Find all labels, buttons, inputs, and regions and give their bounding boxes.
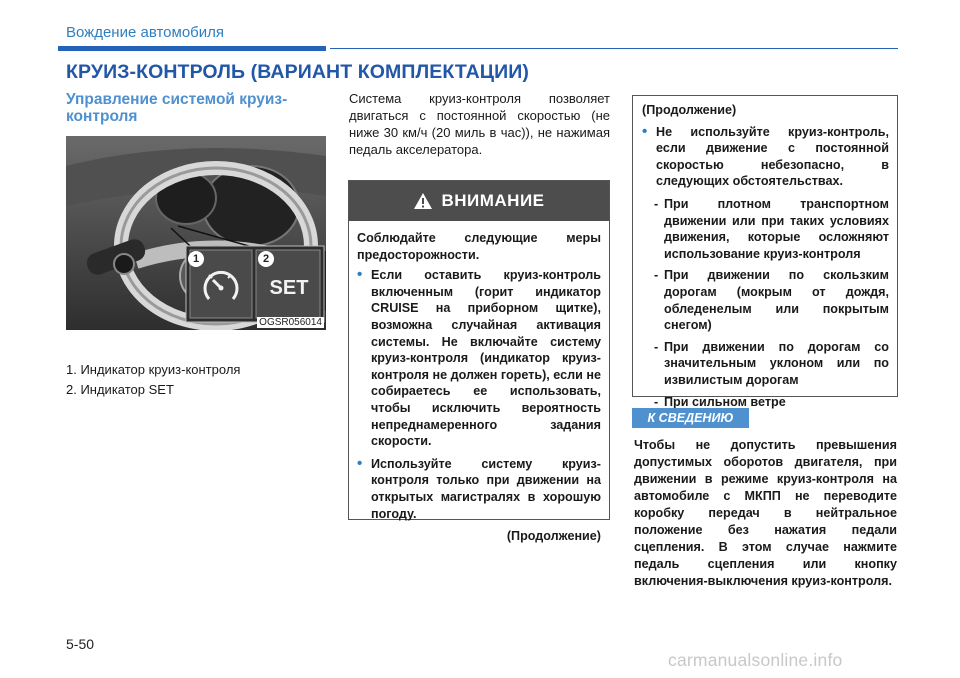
dash-item: - При движении по скользким дорогам (мокрым от дождя, обледенелым или покрытым снегом) [654, 268, 889, 333]
caption-list [66, 360, 326, 400]
warning-heading: ВНИМАНИЕ [441, 191, 545, 210]
info-text: Чтобы не допустить превышения допустимых оборотов двигателя, при движении в режиме круиз-контроля на автомобиле с МКПП не переводите коробку передач в нейтральное положение без нажатия педали сцепления. В этом случае нажмите педаль сцепления или кнопку включения-выключения круиз-контроля. [634, 438, 897, 588]
warning-bullet: • Используйте систему круиз-контроля только при движении на открытых магистралях в хорошую погоду. [357, 456, 601, 522]
subheading: Управление системой круиз-контроля [66, 91, 288, 125]
continued-box [632, 95, 898, 409]
caption-item: 1. Индикатор круиз-контроля [66, 362, 241, 377]
dash-item: - При плотном транспортном движении или при таких условиях движения, которые осложняют использование круиз-контроля [654, 196, 889, 261]
caption-item: 2. Индикатор SET [66, 382, 174, 397]
warning-header [349, 181, 609, 221]
header-rule-bar [58, 46, 326, 51]
page-number: 5-50 [66, 636, 95, 652]
continued-label: (Продолжение) [642, 103, 737, 117]
warning-continued: (Продолжение) [506, 529, 601, 544]
dash-item: - При сильном ветре [654, 394, 786, 409]
intro-paragraph: Система круиз-контроля позволяет двигаться с постоянной скоростью (не ниже 30 км/ч (20 миль в час)), не нажимая педаль акселератора. [349, 91, 610, 157]
warning-box [348, 180, 610, 544]
dashboard-photo [66, 136, 326, 330]
continued-bullet: • Не используйте круиз-контроль, если движение с постоянной скоростью небезопасно, в следующих обстоятельствах. [642, 124, 889, 190]
photo-code: OGSR056014 [259, 317, 322, 328]
page-heading: КРУИЗ-КОНТРОЛЬ (ВАРИАНТ КОМПЛЕКТАЦИИ) [66, 61, 529, 83]
watermark: carmanualsonline.info [668, 650, 843, 670]
warning-bullet: • Если оставить круиз-контроль включенным (горит индикатор CRUISE на приборном щитке), возможна случайная активация системы. Не включайте систему круиз-контроля (индикатор круиз-контроля не должен гореть), если не собираетесь ее использовать, чтобы исключить вероятность непреднамеренного задания скорости. [357, 267, 601, 450]
warning-lead: Соблюдайте следующие меры предосторожности. [357, 231, 601, 262]
warning-body [357, 230, 601, 545]
set-indicator-label: SET [269, 277, 309, 299]
warning-triangle-icon [413, 192, 433, 210]
continued-body [642, 102, 889, 415]
section-title: Вождение автомобиля [66, 24, 225, 41]
info-badge: К СВЕДЕНИЮ [632, 408, 749, 428]
callout-2: 2 [258, 251, 274, 267]
header-rule-line [330, 48, 898, 49]
callout-1: 1 [188, 251, 204, 267]
dash-item: - При движении по дорогам со значительным уклоном или по извилистым дорогам [654, 339, 889, 387]
